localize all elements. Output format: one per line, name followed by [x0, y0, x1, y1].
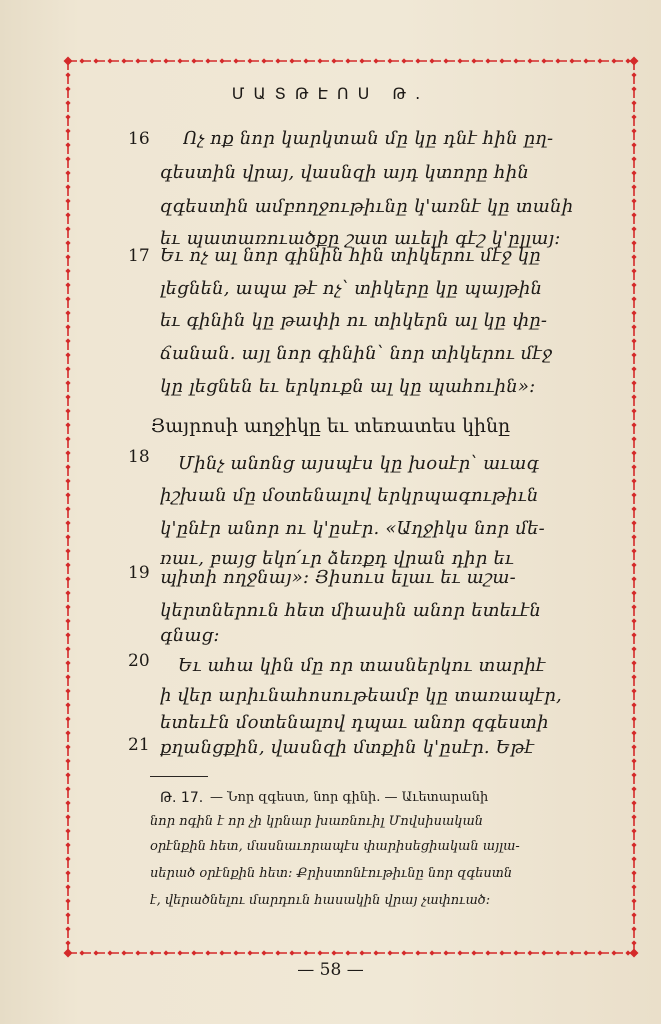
border-diamond: [93, 58, 98, 63]
border-diamond: [631, 772, 636, 777]
border-diamond: [317, 58, 322, 63]
border-diamond: [65, 618, 70, 623]
border-diamond: [303, 58, 308, 63]
border-diamond: [261, 950, 266, 955]
border-diamond: [163, 950, 168, 955]
border-diamond: [65, 380, 70, 385]
verse-line: կը լեցնեն եւ երկուքն ալ կը պահուին»:: [160, 376, 536, 397]
border-diamond: [631, 282, 636, 287]
border-diamond: [631, 814, 636, 819]
border-diamond: [631, 856, 636, 861]
border-diamond: [457, 58, 462, 63]
border-diamond: [415, 950, 420, 955]
border-diamond: [359, 950, 364, 955]
border-diamond: [65, 268, 70, 273]
border-diamond: [65, 324, 70, 329]
border-diamond: [233, 950, 238, 955]
verse-number: 20: [128, 651, 150, 671]
border-diamond: [65, 156, 70, 161]
border-diamond: [65, 506, 70, 511]
border-diamond: [135, 58, 140, 63]
border-diamond: [429, 58, 434, 63]
border-diamond: [631, 184, 636, 189]
border-diamond: [555, 58, 560, 63]
border-diamond: [65, 282, 70, 287]
footnote-line: նոր ոգին է որ չի կրնար խառնուիլ Մովսիսական: [150, 814, 484, 829]
border-diamond: [583, 950, 588, 955]
border-diamond: [631, 366, 636, 371]
border-diamond: [65, 450, 70, 455]
border-diamond: [65, 240, 70, 245]
border-diamond: [345, 950, 350, 955]
border-diamond: [631, 632, 636, 637]
border-diamond: [65, 688, 70, 693]
border-diamond: [631, 436, 636, 441]
footnote-line: սերած օրէնքին հետ: Քրիստոնէութիւնը նոր զգեստն: [150, 866, 513, 881]
border-diamond: [149, 58, 154, 63]
page-header: ՄԱՏԹԷՈՍ Թ.: [231, 84, 430, 103]
border-diamond: [611, 58, 616, 63]
border-diamond: [79, 950, 84, 955]
border-diamond: [631, 870, 636, 875]
border-diamond: [485, 950, 490, 955]
border-diamond: [107, 950, 112, 955]
border-diamond: [289, 58, 294, 63]
border-diamond: [499, 950, 504, 955]
border-diamond: [65, 828, 70, 833]
border-diamond: [631, 828, 636, 833]
border-diamond: [65, 212, 70, 217]
border-diamond: [65, 366, 70, 371]
verse-number: 21: [128, 735, 150, 755]
border-diamond: [630, 57, 639, 66]
border-diamond: [317, 950, 322, 955]
border-diamond: [65, 772, 70, 777]
border-diamond: [65, 744, 70, 749]
verse-line: գեստին վրայ, վասնզի այդ կտորը հին: [160, 162, 529, 183]
border-diamond: [631, 506, 636, 511]
border-diamond: [631, 464, 636, 469]
border-diamond: [443, 950, 448, 955]
border-diamond: [233, 58, 238, 63]
border-diamond: [631, 800, 636, 805]
border-diamond: [65, 520, 70, 525]
border-diamond: [65, 114, 70, 119]
border-diamond: [631, 716, 636, 721]
border-diamond: [630, 949, 639, 958]
border-diamond: [219, 950, 224, 955]
border-diamond: [631, 72, 636, 77]
border-diamond: [65, 926, 70, 931]
border-diamond: [631, 590, 636, 595]
verse-line: լեցնեն, ապա թէ ոչ՝ տիկերը կը պայթին: [160, 278, 543, 299]
border-diamond: [631, 604, 636, 609]
border-diamond: [65, 674, 70, 679]
border-diamond: [631, 450, 636, 455]
border-diamond: [631, 254, 636, 259]
border-diamond: [387, 950, 392, 955]
border-diamond: [163, 58, 168, 63]
footnote-line: օրէնքին հետ, մասնաւորապէս փարիսեցիական այլա-: [150, 839, 520, 854]
border-diamond: [275, 58, 280, 63]
border-diamond: [65, 730, 70, 735]
border-diamond: [471, 950, 476, 955]
border-diamond: [631, 338, 636, 343]
border-diamond: [597, 58, 602, 63]
verse-line: կ'ընէր անոր ու կ'ըսէր. «Աղջիկս նոր մե-: [160, 518, 545, 539]
border-diamond: [65, 170, 70, 175]
border-diamond: [65, 436, 70, 441]
border-diamond: [597, 950, 602, 955]
border-diamond: [135, 950, 140, 955]
border-diamond: [64, 57, 73, 66]
border-diamond: [64, 949, 73, 958]
border-diamond: [65, 702, 70, 707]
border-diamond: [191, 950, 196, 955]
border-diamond: [415, 58, 420, 63]
border-diamond: [121, 950, 126, 955]
border-diamond: [65, 254, 70, 259]
footnote-label: Թ. 17.: [160, 790, 204, 806]
border-diamond: [65, 492, 70, 497]
border-diamond: [555, 950, 560, 955]
verse-line: Մինչ անոնց այսպէս կը խօսէր՝ աւագ: [178, 453, 540, 474]
border-diamond: [65, 352, 70, 357]
border-diamond: [261, 58, 266, 63]
border-diamond: [471, 58, 476, 63]
border-diamond: [569, 58, 574, 63]
border-diamond: [631, 562, 636, 567]
border-diamond: [331, 58, 336, 63]
border-diamond: [65, 940, 70, 945]
border-diamond: [359, 58, 364, 63]
border-diamond: [631, 576, 636, 581]
border-diamond: [541, 58, 546, 63]
border-diamond: [93, 950, 98, 955]
verse-line: պիտի ողջնայ»: Յիսուս ելաւ եւ աշա-: [160, 567, 516, 588]
border-diamond: [65, 800, 70, 805]
verse-number: 17: [128, 246, 150, 266]
border-diamond: [631, 170, 636, 175]
footnote-line: — Նոր զգեստ, նոր գինի. — Աւետարանի: [210, 790, 489, 805]
border-diamond: [631, 268, 636, 273]
border-diamond: [631, 520, 636, 525]
border-diamond: [631, 142, 636, 147]
border-diamond: [631, 310, 636, 315]
border-diamond: [631, 884, 636, 889]
border-diamond: [631, 240, 636, 245]
border-diamond: [631, 688, 636, 693]
border-diamond: [177, 58, 182, 63]
border-diamond: [65, 576, 70, 581]
border-diamond: [373, 950, 378, 955]
border-diamond: [65, 632, 70, 637]
verse-line: ռաւ, բայց եկո՛ւր ձեռքդ վրան դիր եւ: [160, 548, 514, 569]
verse-line: Եւ ոչ ալ նոր գինին հին տիկերու մէջ կը: [160, 245, 541, 266]
border-diamond: [541, 950, 546, 955]
border-diamond: [631, 212, 636, 217]
border-diamond: [429, 950, 434, 955]
border-diamond: [65, 660, 70, 665]
border-diamond: [499, 58, 504, 63]
border-diamond: [65, 478, 70, 483]
verse-line: քղանցքին, վասնզի մտքին կ'ըսէր. Եթէ: [160, 737, 535, 758]
border-diamond: [65, 296, 70, 301]
border-diamond: [631, 534, 636, 539]
border-diamond: [289, 950, 294, 955]
border-diamond: [631, 618, 636, 623]
border-diamond: [65, 814, 70, 819]
border-diamond: [205, 58, 210, 63]
verse-line: գնաց:: [160, 625, 220, 646]
border-diamond: [65, 786, 70, 791]
border-diamond: [65, 912, 70, 917]
verse-line: եւ գինին կը թափի ու տիկերն ալ կը փը-: [160, 310, 548, 331]
border-diamond: [247, 950, 252, 955]
border-diamond: [631, 296, 636, 301]
border-diamond: [219, 58, 224, 63]
border-diamond: [303, 950, 308, 955]
footnote-divider: [150, 776, 208, 777]
border-diamond: [631, 156, 636, 161]
border-diamond: [631, 926, 636, 931]
border-diamond: [65, 184, 70, 189]
border-diamond: [631, 226, 636, 231]
border-diamond: [485, 58, 490, 63]
border-diamond: [191, 58, 196, 63]
verse-line: Ոչ ոք նոր կարկտան մը կը դնէ հին ըղ-: [183, 128, 554, 149]
border-diamond: [527, 58, 532, 63]
verse-line: զգեստին ամբողջութիւնը կ'առնէ կը տանի: [160, 196, 574, 217]
border-diamond: [121, 58, 126, 63]
border-diamond: [631, 548, 636, 553]
verse-line: ի վեր արիւնահոսութեամբ կը տառապէր,: [160, 685, 562, 706]
border-diamond: [65, 716, 70, 721]
border-diamond: [631, 758, 636, 763]
border-diamond: [247, 58, 252, 63]
border-diamond: [65, 408, 70, 413]
border-diamond: [79, 58, 84, 63]
border-diamond: [387, 58, 392, 63]
verse-number: 18: [128, 447, 150, 467]
border-diamond: [631, 674, 636, 679]
border-diamond: [611, 950, 616, 955]
border-diamond: [149, 950, 154, 955]
border-diamond: [65, 198, 70, 203]
border-diamond: [107, 58, 112, 63]
border-diamond: [65, 72, 70, 77]
border-diamond: [583, 58, 588, 63]
border-diamond: [401, 58, 406, 63]
border-diamond: [631, 394, 636, 399]
border-diamond: [65, 590, 70, 595]
border-diamond: [631, 128, 636, 133]
border-diamond: [345, 58, 350, 63]
border-diamond: [631, 898, 636, 903]
border-diamond: [65, 646, 70, 651]
border-diamond: [443, 58, 448, 63]
border-diamond: [65, 856, 70, 861]
border-diamond: [569, 950, 574, 955]
border-diamond: [631, 786, 636, 791]
border-diamond: [631, 660, 636, 665]
border-diamond: [65, 604, 70, 609]
border-diamond: [65, 464, 70, 469]
verse-line: Եւ ահա կին մը որ տասներկու տարիէ: [178, 655, 546, 676]
border-diamond: [631, 352, 636, 357]
verse-line: եւ պատառուածքը շատ աւելի գէշ կ'ըլլայ:: [160, 228, 561, 249]
border-diamond: [631, 324, 636, 329]
border-diamond: [631, 646, 636, 651]
verse-line: ետեւէն մօտենալով դպաւ անոր զգեստի: [160, 712, 549, 733]
border-diamond: [631, 408, 636, 413]
border-diamond: [631, 912, 636, 917]
footnote-line: է, վերածնելու մարդուն հասակին վրայ չափուած:: [150, 893, 491, 908]
border-diamond: [177, 950, 182, 955]
verse-number: 19: [128, 563, 150, 583]
border-diamond: [631, 114, 636, 119]
border-diamond: [65, 226, 70, 231]
border-diamond: [65, 842, 70, 847]
border-diamond: [65, 310, 70, 315]
border-diamond: [631, 198, 636, 203]
verse-line: իշխան մը մօտենալով երկրպագութիւն: [160, 485, 539, 506]
border-diamond: [205, 950, 210, 955]
border-diamond: [373, 58, 378, 63]
border-diamond: [275, 950, 280, 955]
verse-number: 16: [128, 129, 150, 149]
border-diamond: [65, 142, 70, 147]
page-number: — 58 —: [297, 960, 364, 980]
border-diamond: [65, 338, 70, 343]
border-diamond: [631, 702, 636, 707]
border-diamond: [527, 950, 532, 955]
border-diamond: [631, 842, 636, 847]
border-diamond: [65, 884, 70, 889]
border-diamond: [65, 758, 70, 763]
border-diamond: [65, 898, 70, 903]
border-diamond: [631, 478, 636, 483]
border-diamond: [65, 534, 70, 539]
border-diamond: [631, 940, 636, 945]
border-diamond: [65, 128, 70, 133]
border-diamond: [65, 548, 70, 553]
border-diamond: [457, 950, 462, 955]
border-diamond: [631, 744, 636, 749]
border-diamond: [401, 950, 406, 955]
verse-line: ճանան. այլ նոր գինին՝ նոր տիկերու մէջ: [160, 343, 553, 364]
verse-line: կերտներուն հետ միասին անոր ետեւէն: [160, 600, 542, 621]
section-title: Յայրոսի աղջիկը եւ տեռատես կինը: [150, 415, 511, 437]
border-diamond: [631, 730, 636, 735]
border-diamond: [331, 950, 336, 955]
border-diamond: [631, 492, 636, 497]
border-diamond: [513, 950, 518, 955]
border-diamond: [65, 870, 70, 875]
border-diamond: [65, 562, 70, 567]
border-diamond: [513, 58, 518, 63]
border-diamond: [65, 394, 70, 399]
border-diamond: [631, 380, 636, 385]
